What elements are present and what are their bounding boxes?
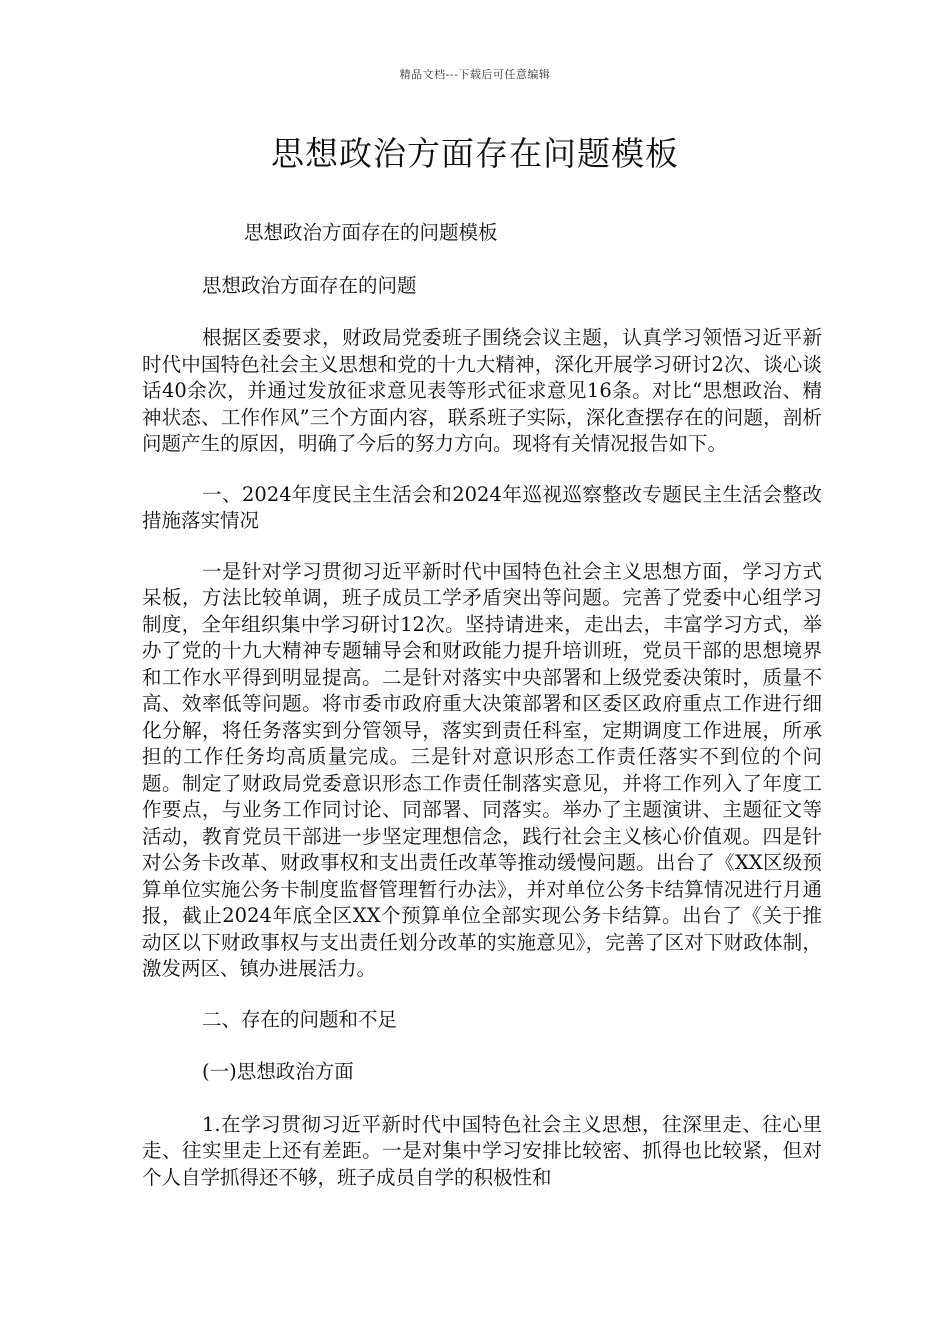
document-title: 思想政治方面存在问题模板 [271,134,679,173]
paragraph-item-one: 1.在学习贯彻习近平新时代中国特色社会主义思想，往深里走、往心里走、往实里走上还有差距。一是对集中学习安排比较密、抓得也比较紧，但对个人自学抓得还不够，班子成员自学的积极性和 [142,1112,822,1189]
header-note: 精品文档---下载后可任意编辑 [399,68,551,81]
paragraph-section-one-heading: 一、2024年度民主生活会和2024年巡视巡察整改专题民主生活会整改措施落实情况 [142,482,822,532]
paragraph-intro: 根据区委要求，财政局党委班子围绕会议主题，认真学习领悟习近平新时代中国特色社会主义思想和党的十九大精神，深化开展学习研讨2次、谈心谈话40余次，并通过发放征求意见表等形式征求意见16条。对比“思想政治、精神状态、工作作风”三个方面内容，联系班子实际，深化查摆存在的问题，剖析问题产生的原因，明确了今后的努力方向。现将有关情况报告如下。 [142,326,822,455]
paragraph-section-one-body: 一是针对学习贯彻习近平新时代中国特色社会主义思想方面，学习方式呆板，方法比较单调，班子成员工学矛盾突出等问题。完善了党委中心组学习制度，全年组织集中学习研讨12次。坚持请进来，走出去，丰富学习方式，举办了党的十九大精神专题辅导会和财政能力提升培训班，党员干部的思想境界和工作水平得到明显提高。二是针对落实中央部署和上级党委决策时，质量不高、效率低等问题。将市委市政府重大决策部署和区委区政府重点工作进行细化分解，将任务落实到分管领导，落实到责任科室，定期调度工作进展，所承担的工作任务均高质量完成。三是针对意识形态工作责任落实不到位的个问题。制定了财政局党委意识形态工作责任制落实意见，并将工作列入了年度工作要点，与业务工作同讨论、同部署、同落实。举办了主题演讲、主题征文等活动，教育党员干部进一步坚定理想信念，践行社会主义核心价值观。四是针对公务卡改革、财政事权和支出责任改革等推动缓慢问题。出台了《XX区级预算单位实施公务卡制度监督管理暂行办法》，并对单位公务卡结算情况进行月通报，截止2024年底全区XX个预算单位全部实现公务卡结算。出台了《关于推动区以下财政事权与支出责任划分改革的实施意见》，完善了区对下财政体制，激发两区、镇办进展活力。 [142,559,822,980]
document-subtitle: 思想政治方面存在的问题模板 [244,221,498,244]
paragraph-subsection-heading: (一)思想政治方面 [202,1060,354,1083]
section-heading: 思想政治方面存在的问题 [202,273,417,297]
paragraph-section-two-heading: 二、存在的问题和不足 [202,1007,398,1031]
document-body [142,220,822,1215]
